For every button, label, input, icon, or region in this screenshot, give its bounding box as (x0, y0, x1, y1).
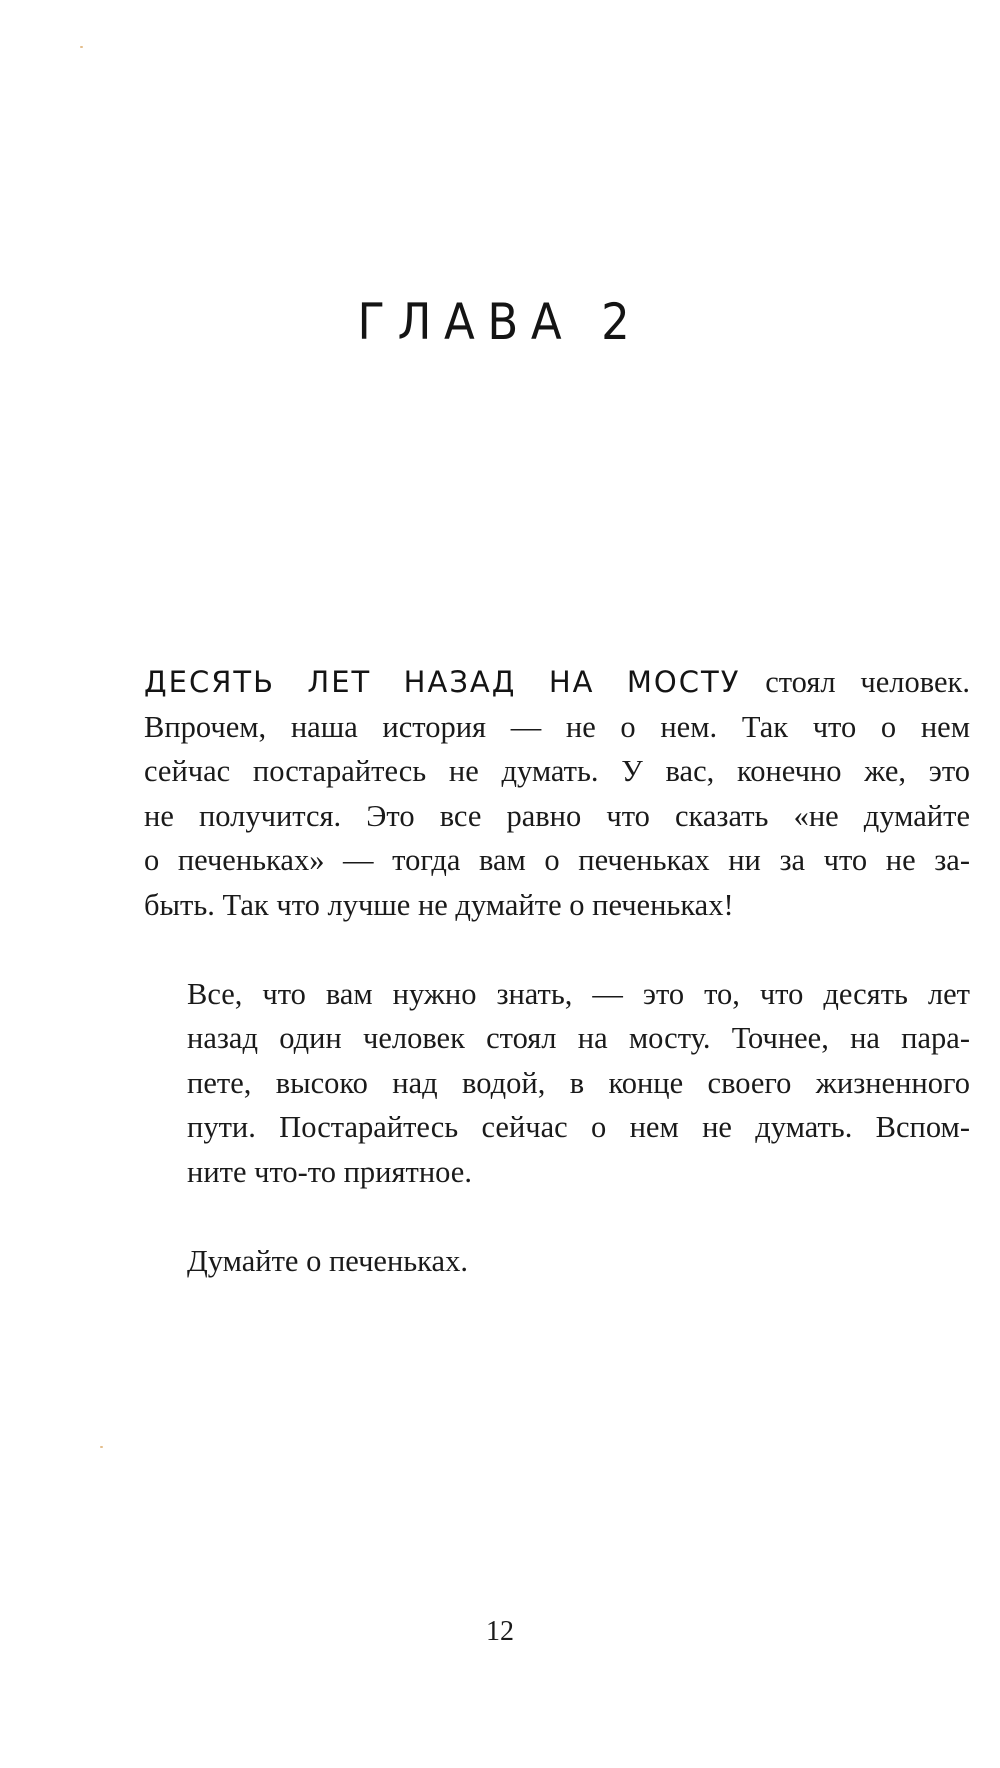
chapter-title: ГЛАВА 2 (357, 293, 643, 351)
paragraph-1-line-1 (144, 660, 970, 705)
paragraph-3-line-1: Думайте о печеньках. (187, 1243, 468, 1278)
paragraph-2 (144, 972, 970, 1195)
paragraph-1-line-1-text: стоял человек. (740, 665, 970, 699)
paragraph-2-line-3: пете, высоко над водой, в конце своего жизненного (187, 1065, 970, 1100)
paragraph-2-line-4: пути. Постарайтесь сейчас о нем не думать. Вспом- (187, 1110, 970, 1144)
paragraph-1-line-4: не получится. Это все равно что сказать «не думайте (144, 798, 970, 833)
paragraph-2-line-1: Все, что вам нужно знать, — это то, что десять лет (187, 976, 970, 1011)
paper-speck (80, 46, 83, 48)
paper-speck (100, 1446, 103, 1448)
paragraph-3 (144, 1239, 970, 1284)
paragraph-1 (144, 660, 970, 927)
paragraph-1-line-6: быть. Так что лучше не думайте о печеньках! (144, 887, 734, 922)
page-number: 12 (486, 1616, 514, 1647)
lead-in-caps: ДЕСЯТЬ ЛЕТ НАЗАД НА МОСТУ (144, 665, 741, 699)
paragraph-1-line-3: сейчас постарайтесь не думать. У вас, конечно же, это (144, 754, 970, 788)
paragraph-2-line-2: назад один человек стоял на мосту. Точнее, на пара- (187, 1021, 970, 1055)
paragraph-2-line-5: ните что-то приятное. (187, 1154, 472, 1189)
chapter-body (144, 660, 970, 1283)
paragraph-1-line-5: о печеньках» — тогда вам о печеньках ни за что не за- (144, 843, 970, 877)
paragraph-1-line-2: Впрочем, наша история — не о нем. Так что о нем (144, 709, 970, 744)
